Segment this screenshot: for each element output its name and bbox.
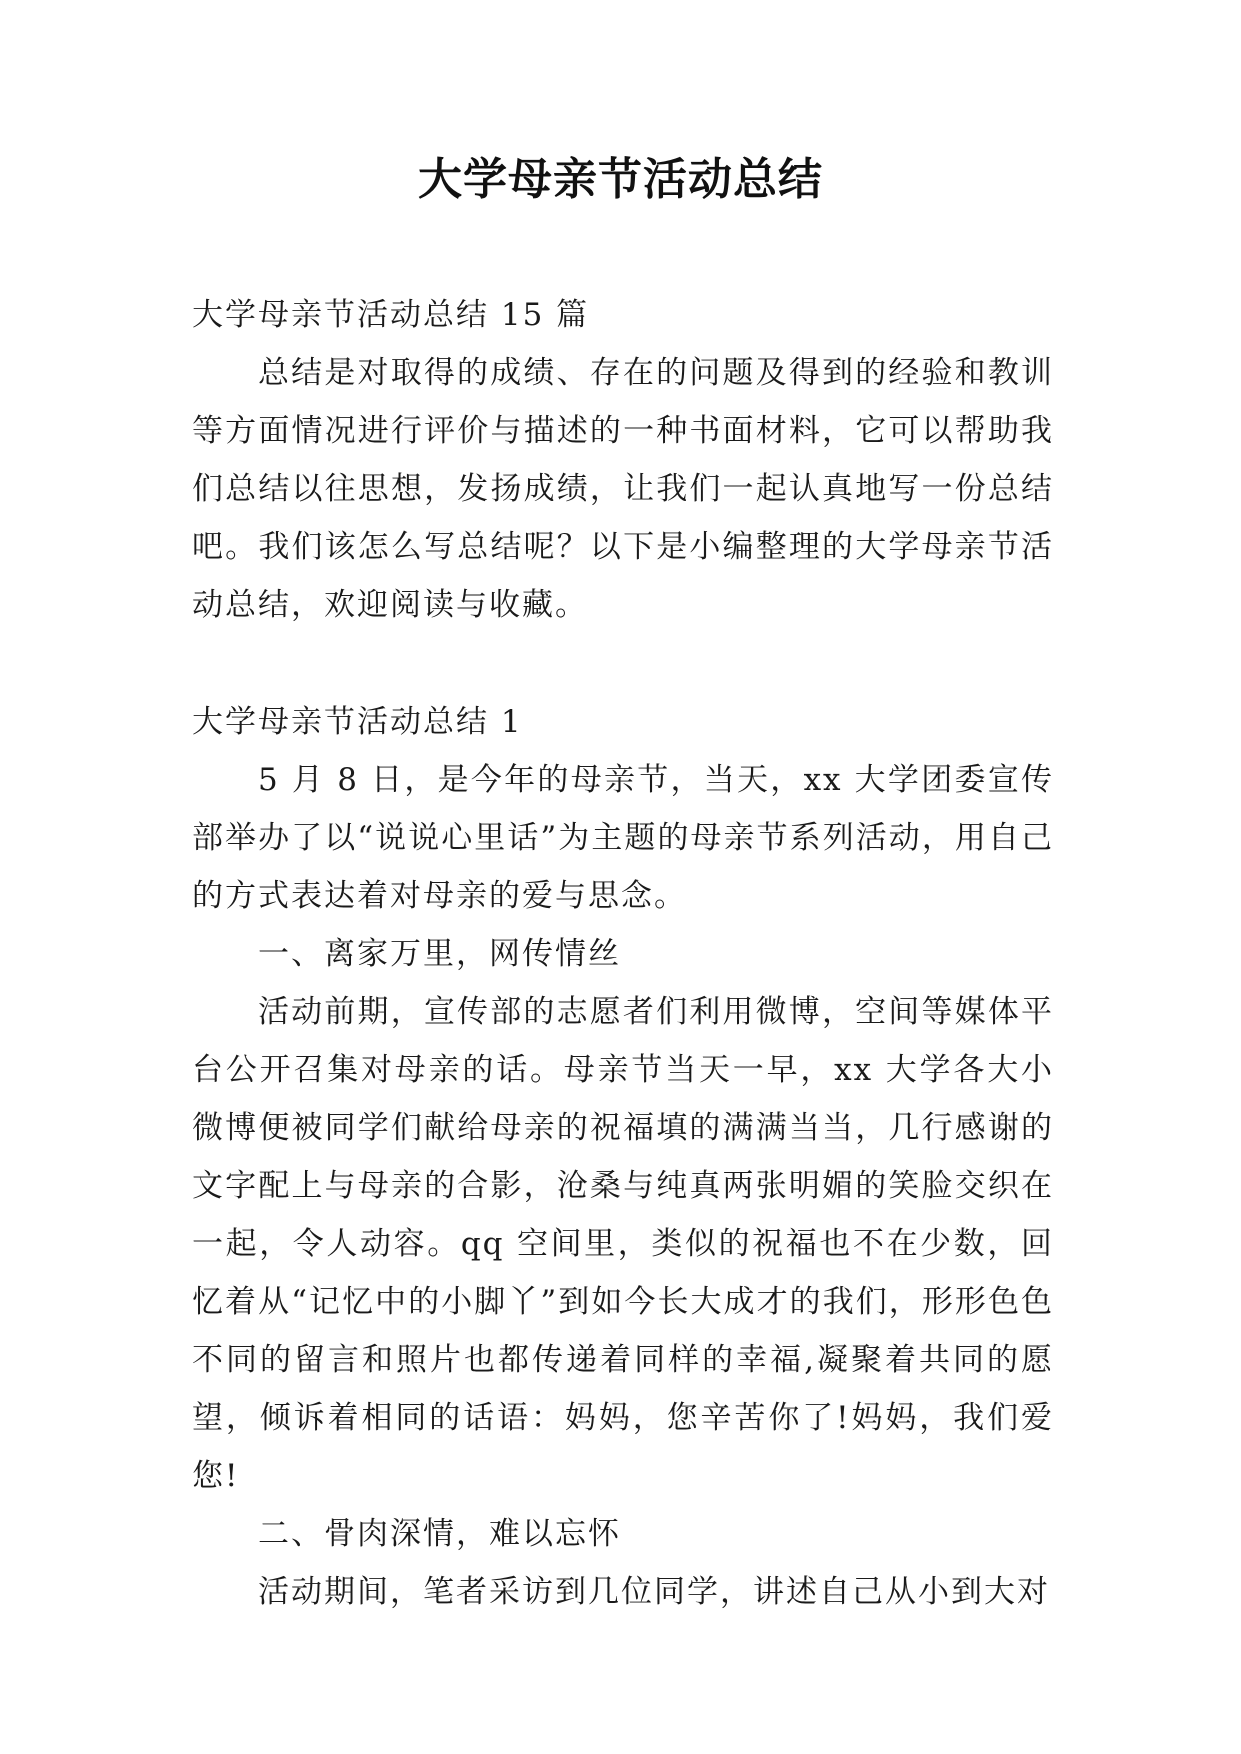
subheading-2: 二、骨肉深情，难以忘怀 bbox=[258, 1516, 621, 1552]
paragraph-3: 活动期间，笔者采访到几位同学，讲述自己从小到大对 bbox=[258, 1574, 1050, 1610]
paragraph-1: 5 月 8 日，是今年的母亲节，当天，xx 大学团委宣传部举办了以“说说心里话”为主题的母亲节系列活动，用自己的方式表达着对母亲的爱与思念。 bbox=[192, 762, 1054, 914]
section-heading: 大学母亲节活动总结 1 bbox=[192, 704, 523, 740]
paragraph-2: 活动前期，宣传部的志愿者们利用微博，空间等媒体平台公开召集对母亲的话。母亲节当天一早，xx 大学各大小微博便被同学们献给母亲的祝福填的满满当当，几行感谢的文字配上与母亲的合影，沧桑与纯真两张明媚的笑脸交织在一起，令人动容。qq 空间里，类似的祝福也不在少数，回忆着从“记忆中的小脚丫”到如今长大成才的我们，形形色色不同的留言和照片也都传递着同样的幸福,凝聚着共同的愿望，倾诉着相同的话语：妈妈，您辛苦你了!妈妈，我们爱您! bbox=[192, 994, 1054, 1494]
document-subtitle: 大学母亲节活动总结 15 篇 bbox=[192, 297, 590, 333]
section-1 bbox=[192, 693, 1054, 1621]
subheading-1: 一、离家万里，网传情丝 bbox=[258, 936, 621, 972]
intro-paragraph: 总结是对取得的成绩、存在的问题及得到的经验和教训等方面情况进行评价与描述的一种书面材料，它可以帮助我们总结以往思想，发扬成绩，让我们一起认真地写一份总结吧。我们该怎么写总结呢？以下是小编整理的大学母亲节活动总结，欢迎阅读与收藏。 bbox=[192, 355, 1054, 623]
document-title: 大学母亲节活动总结 bbox=[418, 154, 823, 205]
intro-section bbox=[192, 286, 1054, 634]
